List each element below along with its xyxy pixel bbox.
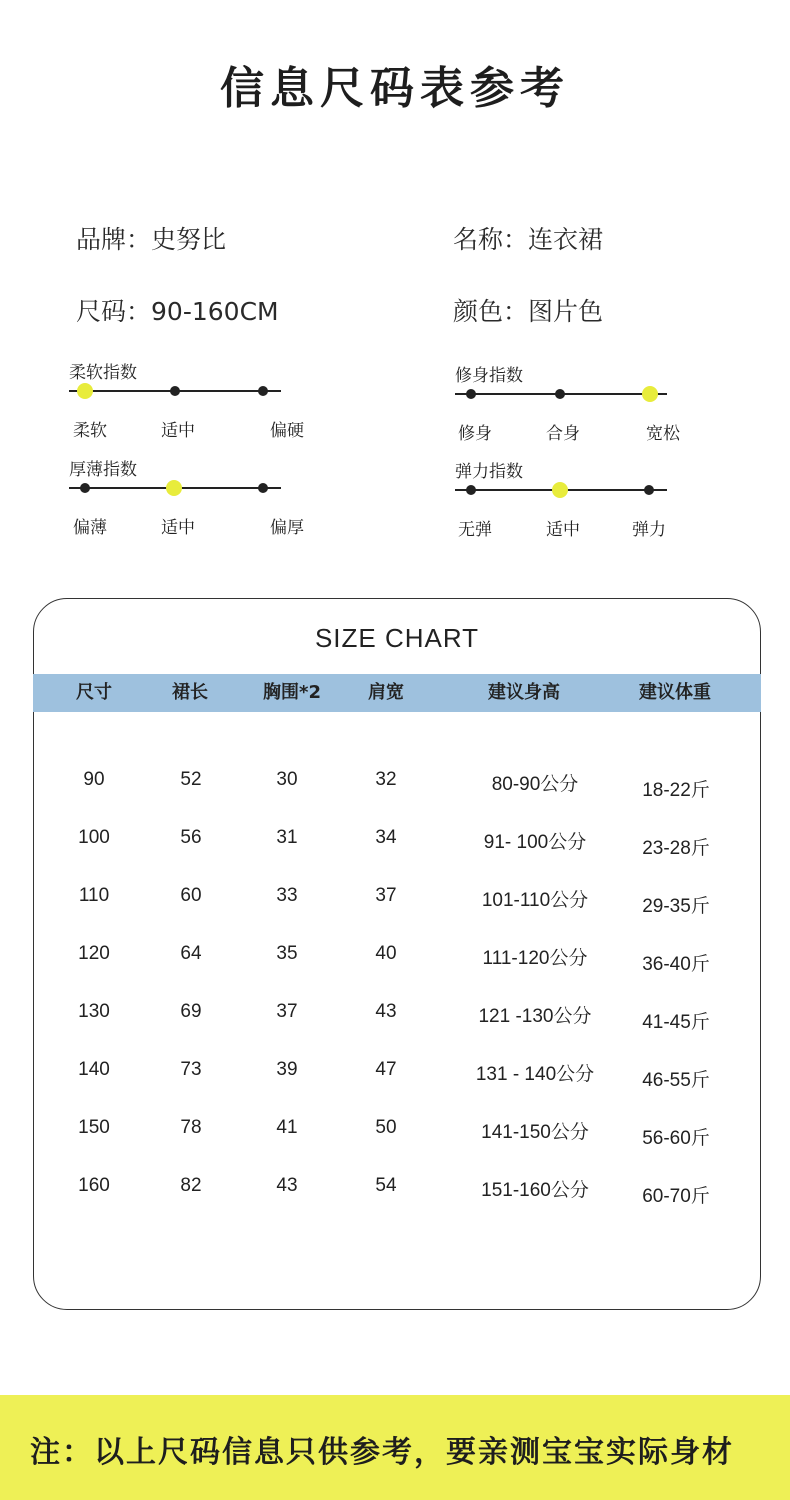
table-cell: 140 [78, 1059, 110, 1080]
table-cell: 41-45斤 [642, 1012, 710, 1033]
table-cell: 35 [276, 943, 298, 964]
table-cell: 56-60斤 [642, 1128, 710, 1149]
header-suggested-weight: 建议体重 [639, 682, 711, 703]
table-row [34, 885, 760, 925]
table-cell: 64 [180, 943, 202, 964]
table-cell: 60 [180, 885, 202, 906]
table-cell: 60-70斤 [642, 1186, 710, 1207]
table-cell: 41 [276, 1117, 298, 1138]
scale-option: 合身 [546, 424, 580, 444]
brand-label: 品牌 ： [76, 225, 151, 254]
table-cell: 34 [375, 827, 397, 848]
softness-scale [69, 358, 304, 441]
table-cell: 52 [180, 769, 202, 790]
footer-note: 注：以上尺码信息只供参考，要亲测宝宝实际身材 [30, 1435, 734, 1470]
scale-option: 弹力 [632, 520, 666, 540]
product-name-value: 连衣裙 [528, 225, 604, 254]
table-row [34, 769, 760, 809]
table-cell: 150 [78, 1117, 110, 1138]
table-cell: 54 [375, 1175, 397, 1196]
table-cell: 160 [78, 1175, 110, 1196]
table-cell: 141-150公分 [481, 1122, 589, 1143]
table-cell: 69 [180, 1001, 202, 1022]
table-cell: 78 [180, 1117, 202, 1138]
scale-dot [642, 386, 658, 402]
table-cell: 100 [78, 827, 110, 848]
scale-option: 偏硬 [270, 421, 304, 441]
table-cell: 91- 100公分 [483, 832, 587, 853]
table-cell: 110 [78, 885, 110, 906]
scale-dot [166, 480, 182, 496]
size-range-info [76, 292, 279, 328]
size-range-label: 尺码 ： [76, 297, 151, 326]
table-cell: 80-90公分 [491, 774, 579, 795]
table-cell: 82 [180, 1175, 202, 1196]
fit-scale [455, 361, 685, 444]
scale-option: 宽松 [646, 424, 680, 444]
table-cell: 31 [276, 827, 298, 848]
scale-dot [80, 483, 90, 493]
table-cell: 43 [276, 1175, 298, 1196]
color-value: 图片色 [528, 297, 604, 326]
table-cell: 50 [375, 1117, 397, 1138]
color-label: 颜色 ： [453, 297, 528, 326]
scale-dot [555, 389, 565, 399]
table-row [34, 943, 760, 983]
scale-option: 无弹 [458, 520, 492, 540]
table-header [33, 674, 761, 712]
brand-value: 史努比 [151, 225, 227, 254]
table-cell: 37 [276, 1001, 298, 1022]
table-cell: 120 [78, 943, 110, 964]
scale-dot [466, 389, 476, 399]
table-cell: 130 [78, 1001, 110, 1022]
table-cell: 131 - 140公分 [475, 1064, 595, 1085]
size-chart-card [33, 598, 761, 1310]
size-chart-title: SIZE CHART [314, 623, 480, 653]
table-row [34, 1001, 760, 1041]
scale-option: 适中 [161, 518, 195, 538]
scale-option: 柔软 [73, 421, 107, 441]
table-cell: 121 -130公分 [478, 1006, 592, 1027]
scale-option: 偏厚 [270, 518, 304, 538]
table-cell: 23-28斤 [642, 838, 710, 859]
scale-dot [258, 483, 268, 493]
fit-scale-title: 修身指数 [455, 366, 523, 386]
table-cell: 30 [276, 769, 298, 790]
table-cell: 46-55斤 [642, 1070, 710, 1091]
product-name-info [453, 220, 603, 256]
table-cell: 32 [375, 769, 397, 790]
product-name-label: 名称 ： [453, 225, 528, 254]
table-row [34, 1175, 760, 1215]
page-title: 信息尺码表参考 [220, 63, 570, 114]
table-cell: 111-120公分 [482, 948, 588, 969]
footer-note-bar [0, 1395, 790, 1500]
brand-info [76, 220, 226, 256]
table-cell: 101-110公分 [481, 890, 589, 911]
header-size: 尺寸 [76, 682, 112, 703]
scale-option: 修身 [458, 424, 492, 444]
table-cell: 43 [375, 1001, 397, 1022]
scale-dot [170, 386, 180, 396]
table-cell: 90 [83, 769, 105, 790]
color-info [453, 292, 603, 328]
header-suggested-height: 建议身高 [488, 682, 560, 703]
scale-option: 适中 [161, 421, 195, 441]
elasticity-scale-title: 弹力指数 [455, 462, 523, 482]
table-cell: 39 [276, 1059, 298, 1080]
header-dress-length: 裙长 [172, 682, 208, 703]
header-shoulder: 肩宽 [368, 682, 404, 703]
thickness-scale-title: 厚薄指数 [69, 460, 137, 480]
table-row [34, 1117, 760, 1157]
scale-dot [552, 482, 568, 498]
elasticity-scale [455, 457, 685, 540]
table-row [34, 1059, 760, 1099]
thickness-scale [69, 455, 304, 538]
scale-dot [77, 383, 93, 399]
table-cell: 33 [276, 885, 298, 906]
scale-option: 适中 [546, 520, 580, 540]
table-cell: 47 [375, 1059, 397, 1080]
table-cell: 56 [180, 827, 202, 848]
header-chest: 胸围*2 [263, 682, 321, 703]
table-cell: 151-160公分 [481, 1180, 589, 1201]
scale-dot [644, 485, 654, 495]
scale-dot [258, 386, 268, 396]
table-cell: 36-40斤 [642, 954, 710, 975]
table-row [34, 827, 760, 867]
table-cell: 37 [375, 885, 397, 906]
size-range-value: 90-160CM [151, 297, 279, 326]
table-cell: 29-35斤 [642, 896, 710, 917]
table-cell: 18-22斤 [642, 780, 710, 801]
table-cell: 40 [375, 943, 397, 964]
softness-scale-title: 柔软指数 [69, 363, 137, 383]
scale-option: 偏薄 [73, 518, 107, 538]
scale-dot [466, 485, 476, 495]
table-cell: 73 [180, 1059, 202, 1080]
